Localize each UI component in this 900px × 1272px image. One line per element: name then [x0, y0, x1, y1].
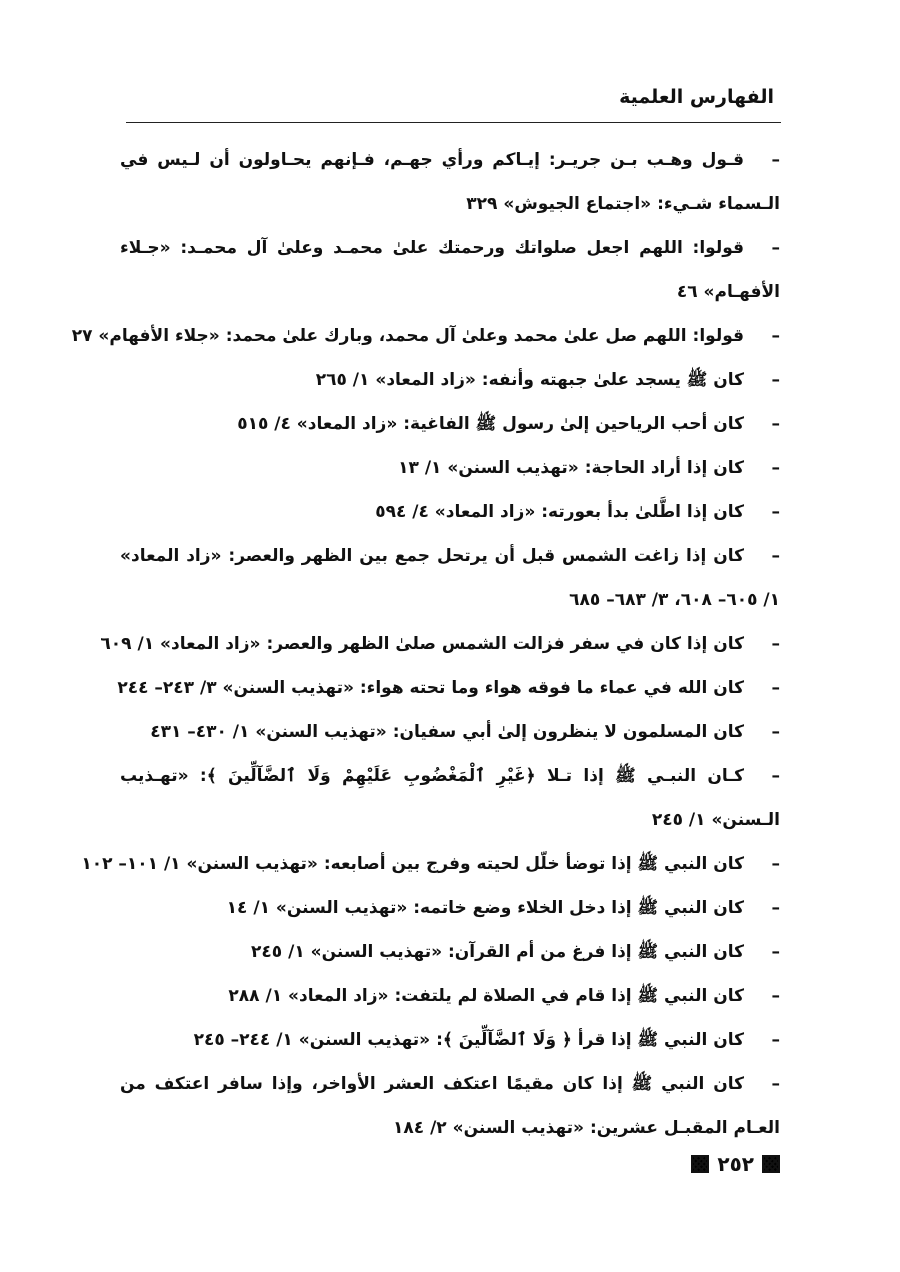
entry-dash: –: [771, 854, 780, 874]
page-number: ٢٥٢: [717, 1152, 754, 1176]
entry-text: قولوا: اللهم اجعل صلواتك ورحمتك علىٰ محمـد وعلىٰ آل محمـد: «جـلاء الأفهـام» ٤٦: [120, 238, 780, 302]
index-entry: [120, 1062, 780, 1150]
entry-text: كان إذا اطَّلىٰ بدأ بعورته: «زاد المعاد» ٤/ ٥٩٤: [375, 502, 744, 522]
entry-dash: –: [771, 502, 780, 522]
entry-text: كـان النبـي ﷺ إذا تـلا ﴿غَيْرِ ٱلْمَغْضُوبِ عَلَيْهِمْ وَلَا ٱلضَّآلِّينَ ﴾: «تهـذيب الـسنن» ١/ ٢٤٥: [120, 766, 780, 830]
entry-text: كان المسلمون لا ينظرون إلىٰ أبي سفيان: «تهذيب السنن» ١/ ٤٣٠– ٤٣١: [150, 722, 744, 742]
index-entry: [120, 490, 780, 534]
index-entry: [120, 754, 780, 842]
index-entry: [100, 622, 780, 666]
index-entry: [120, 402, 780, 446]
index-entry: [120, 886, 780, 930]
page-footer: [691, 1152, 780, 1176]
entry-dash: –: [771, 414, 780, 434]
index-entry: [71, 314, 780, 358]
entry-dash: –: [771, 942, 780, 962]
ornament-icon: [762, 1155, 780, 1173]
entry-text: كان النبي ﷺ إذا قام في الصلاة لم يلتفت: «زاد المعاد» ١/ ٢٨٨: [228, 986, 744, 1006]
entry-text: كان أحب الرياحين إلىٰ رسول ﷺ الفاغية: «زاد المعاد» ٤/ ٥١٥: [237, 414, 744, 434]
entry-dash: –: [771, 678, 780, 698]
entry-text: كان النبي ﷺ إذا فرغ من أم القرآن: «تهذيب السنن» ١/ ٢٤٥: [251, 942, 744, 962]
index-entry: [120, 358, 780, 402]
entry-dash: –: [771, 898, 780, 918]
entry-dash: –: [771, 370, 780, 390]
entry-dash: –: [771, 766, 780, 786]
entry-dash: –: [771, 1030, 780, 1050]
entry-dash: –: [771, 458, 780, 478]
entry-text: قـول وهـب بـن جريـر: إيـاكم ورأي جهـم، فـإنهم يحـاولون أن لـيس في الـسماء شـيء: «اجتماع الجيوش» ٣٢٩: [120, 150, 780, 214]
entry-dash: –: [771, 150, 780, 170]
entry-dash: –: [771, 722, 780, 742]
entry-dash: –: [771, 326, 780, 346]
entry-text: كان النبي ﷺ إذا كان مقيمًا اعتكف العشر الأواخر، وإذا سافر اعتكف من العـام المقبـل عشرين: «تهذيب السنن» ٢/ ١٨٤: [120, 1074, 780, 1138]
entry-dash: –: [771, 238, 780, 258]
entry-text: كان النبي ﷺ إذا دخل الخلاء وضع خاتمه: «تهذيب السنن» ١/ ١٤: [226, 898, 744, 918]
entry-text: كان الله في عماء ما فوقه هواء وما تحته هواء: «تهذيب السنن» ٣/ ٢٤٣– ٢٤٤: [117, 678, 744, 698]
index-entry: [117, 666, 780, 710]
entry-text: كان ﷺ يسجد علىٰ جبهته وأنفه: «زاد المعاد» ١/ ٢٦٥: [315, 370, 744, 390]
entry-text: كان إذا أراد الحاجة: «تهذيب السنن» ١/ ١٣: [398, 458, 744, 478]
entry-text: كان إذا زاغت الشمس قبل أن يرتحل جمع بين الظهر والعصر: «زاد المعاد» ١/ ٦٠٥– ٦٠٨، ٣/ ٦٨٣– ٦٨٥: [120, 546, 780, 610]
running-header: الفهارس العلمية: [619, 86, 774, 108]
header-divider: [126, 122, 781, 123]
index-entry: [120, 710, 780, 754]
entry-dash: –: [771, 1074, 780, 1094]
index-entry: [120, 446, 780, 490]
index-entries-list: [71, 138, 780, 1150]
index-entry: [120, 974, 780, 1018]
entry-text: كان النبي ﷺ إذا توضأ خلّل لحيته وفرج بين أصابعه: «تهذيب السنن» ١/ ١٠١– ١٠٢: [81, 854, 744, 874]
index-entry: [120, 226, 780, 314]
index-entry: [81, 842, 780, 886]
index-entry: [120, 534, 780, 622]
index-entry: [120, 138, 780, 226]
entry-dash: –: [771, 546, 780, 566]
entry-text: قولوا: اللهم صل علىٰ محمد وعلىٰ آل محمد، وبارك علىٰ محمد: «جلاء الأفهام» ٢٧: [71, 326, 744, 346]
ornament-icon: [691, 1155, 709, 1173]
entry-text: كان النبي ﷺ إذا قرأ ﴿ وَلَا ٱلضَّآلِّينَ ﴾: «تهذيب السنن» ١/ ٢٤٤– ٢٤٥: [193, 1030, 744, 1050]
entry-dash: –: [771, 634, 780, 654]
index-entry: [120, 1018, 780, 1062]
entry-dash: –: [771, 986, 780, 1006]
index-entry: [120, 930, 780, 974]
entry-text: كان إذا كان في سفر فزالت الشمس صلىٰ الظهر والعصر: «زاد المعاد» ١/ ٦٠٩: [100, 634, 744, 654]
